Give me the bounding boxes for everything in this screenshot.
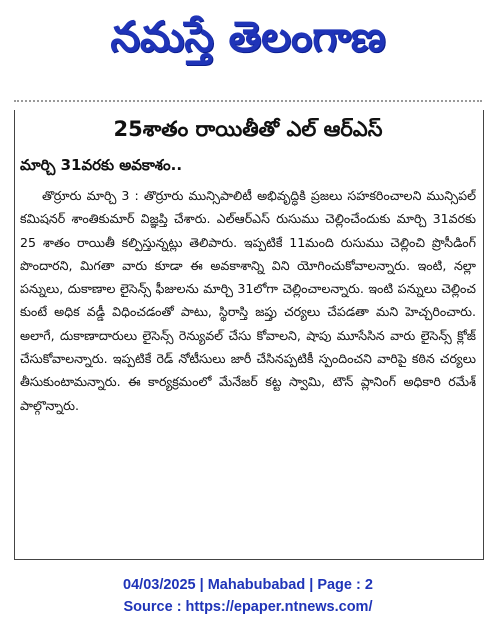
masthead-title: నమస్తే తెలంగాణ bbox=[110, 12, 386, 61]
article-headline: 25శాతం రాయితీతో ఎల్ ఆర్ఎస్ bbox=[113, 117, 383, 141]
article-paragraph: తొర్రూరు మార్చి 3 : తొర్రూరు మున్సిపాలిటీ అభివృద్ధికి ప్రజలు సహకరించాలని మున్సిపల్ కమిషనర్ శాంతికుమార్ విజ్ఞప్తి చేశారు. ఎల్ఆర్ఎస్ రుసుము చెల్లించేందుకు మార్చి 31వరకు 25 శాతం రాయితీ కల్పిస్తున్నట్లు తెలిపారు. ఇప్పటికే 11మంది రుసుము చెల్లించి ప్రొసీడింగ్ పొందారని, మిగతా వారు కూడా ఈ అవకాశాన్ని విని యోగించుకోవాలన్నారు. ఇంటి, నల్లా పన్నులు, దుకాణాల లైసెన్స్ ఫీజులను మార్చి 31లోగా చెల్లించాలన్నారు. ఇంటి పన్నులు చెల్లించ కుంటే అధిక వడ్డీ విధించడంతో పాటు, స్థిరాస్తి జప్తు చర్యలు చేపడతా మని హెచ్చరించారు. అలాగే, దుకాణాదారులు లైసెన్స్ రెన్యువల్ చేసు కోవాలని, షాపు మూసేసిన వారు లైసెన్స్ క్లోజ్ చేసుకోవాలన్నారు. ఇప్పటికే రెడ్ నోటీసులు జారీ చేసినప్పటికీ స్పందించని వారిపై కఠిన చర్యలు తీసుకుంటామన్నారు. ఈ కార్యక్రమంలో మేనేజర్ కట్ట స్వామి, టౌన్ ప్లానింగ్ అధికారి రమేశ్ పాల్గొన్నారు. bbox=[20, 188, 476, 413]
source-link[interactable]: Source : https://epaper.ntnews.com/ bbox=[123, 599, 373, 615]
newspaper-masthead bbox=[0, 0, 496, 84]
page-footer bbox=[0, 574, 496, 618]
divider bbox=[14, 100, 482, 102]
article-subheadline: మార్చి 31వరకు అవకాశం.. bbox=[20, 156, 183, 174]
edition-info: 04/03/2025 | Mahabubabad | Page : 2 bbox=[123, 577, 373, 593]
article-body bbox=[20, 184, 476, 554]
